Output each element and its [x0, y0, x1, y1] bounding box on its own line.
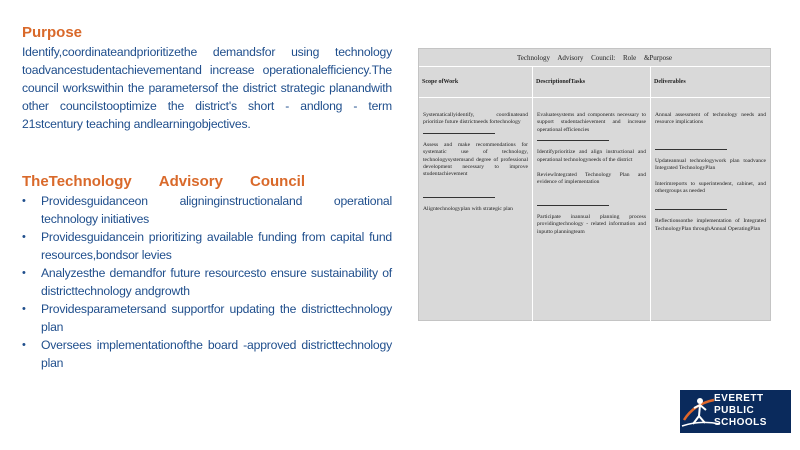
table-cell: Participate inannual planning process providingtechnology - related information and inputto planningteam	[537, 213, 646, 235]
bullet-text: Analyzesthe demandfor future resourcesto ensure sustainability of districttechnology andgrowth	[41, 266, 392, 298]
logo-head-icon	[697, 398, 703, 404]
list-item	[22, 336, 392, 372]
everett-public-schools-logo	[680, 390, 791, 433]
table-cell: ReviewIntegrated Technology Plan and evidence of implementation	[537, 172, 646, 186]
table-header-deliverables: Deliverables	[654, 79, 686, 85]
bullet-icon: •	[22, 303, 26, 315]
bullet-text: Providesguidanceon aligninginstructionaland operational technology initiatives	[41, 194, 392, 226]
cell-divider	[423, 197, 495, 198]
table-cell: Annual assessment of technology needs and resource implications	[655, 112, 766, 126]
cell-divider	[537, 140, 609, 141]
bullet-icon: •	[22, 339, 26, 351]
purpose-heading: Purpose	[22, 24, 83, 41]
council-heading	[22, 173, 305, 190]
table-title: Technology Advisory Council: Role &Purpose	[419, 49, 770, 67]
council-heading-part: TheTechnology	[22, 173, 132, 190]
list-item	[22, 228, 392, 264]
bullet-icon: •	[22, 195, 26, 207]
logo-line: EVERETT	[714, 393, 764, 404]
cell-divider	[655, 149, 727, 150]
council-heading-part: Advisory	[158, 173, 223, 190]
bullet-text: Providesparametersand supportfor updating the districttechnology plan	[41, 302, 392, 334]
council-bullet-list	[22, 192, 392, 372]
bullet-text: Providesguidancein prioritizing available funding from capital fund resources,bondsor levies	[41, 230, 392, 262]
table-cell: Aligntechnologyplan with strategic plan	[423, 205, 513, 212]
cell-divider	[655, 209, 727, 210]
table-cell: Interimreports to superintendent, cabinet, and othergroups as needed	[655, 180, 766, 195]
council-heading-part: Council	[250, 173, 305, 190]
table-cell: Assess and make recommendations for systematic use of technology, technologysystemsand degree of professional development necessary to improve studentachievement	[423, 141, 528, 178]
table-column-deliverables	[651, 98, 770, 322]
table-cell: Evaluatesystems and components necessary to support studentachievement and increase operational efficiencies	[537, 112, 646, 133]
list-item	[22, 264, 392, 300]
logo-text	[714, 393, 767, 429]
table-body	[419, 98, 770, 322]
table-column-scope	[419, 98, 533, 322]
table-cell: Identifyprioritize and align instructional and operational technologyneeds of the district	[537, 149, 646, 163]
logo-body-icon	[693, 405, 706, 424]
table-header-description: DescriptionofTasks	[533, 67, 651, 97]
table-cell: Systematicallyidentify, coordinateand prioritize future districtneeds fortechnology	[423, 112, 528, 126]
table-column-description	[533, 98, 651, 322]
bullet-text: Oversees implementationofthe board -approved districttechnology plan	[41, 338, 392, 370]
table-header-scope: Scope ofWork	[419, 67, 533, 97]
cell-divider	[537, 205, 609, 206]
left-column	[22, 24, 392, 372]
logo-line: SCHOOLS	[714, 417, 767, 428]
list-item	[22, 300, 392, 336]
bullet-icon: •	[22, 231, 26, 243]
purpose-text: Identify,coordinateandprioritizethe demandsfor using technology toadvancestudentachievementand increase operationalefficiency.The council workswithin the parametersof the district strategic planandwith other counciIstooptimize the district's short - andlong - term 21stcentury teaching andlearningobjectives.	[22, 45, 392, 131]
council-section	[22, 173, 392, 372]
table-cell: Reflectionsonthe implementation of Integrated TechnologyPlan throughAnnual OperatingPlan	[655, 218, 766, 232]
logo-line: PUBLIC	[714, 405, 755, 416]
bullet-icon: •	[22, 267, 26, 279]
role-purpose-table	[418, 48, 771, 321]
table-cell: Updateannual technologywork plan toadvance Integrated TechnologyPlan	[655, 157, 766, 172]
cell-divider	[423, 133, 495, 134]
table-header-row	[419, 67, 770, 98]
list-item	[22, 192, 392, 228]
